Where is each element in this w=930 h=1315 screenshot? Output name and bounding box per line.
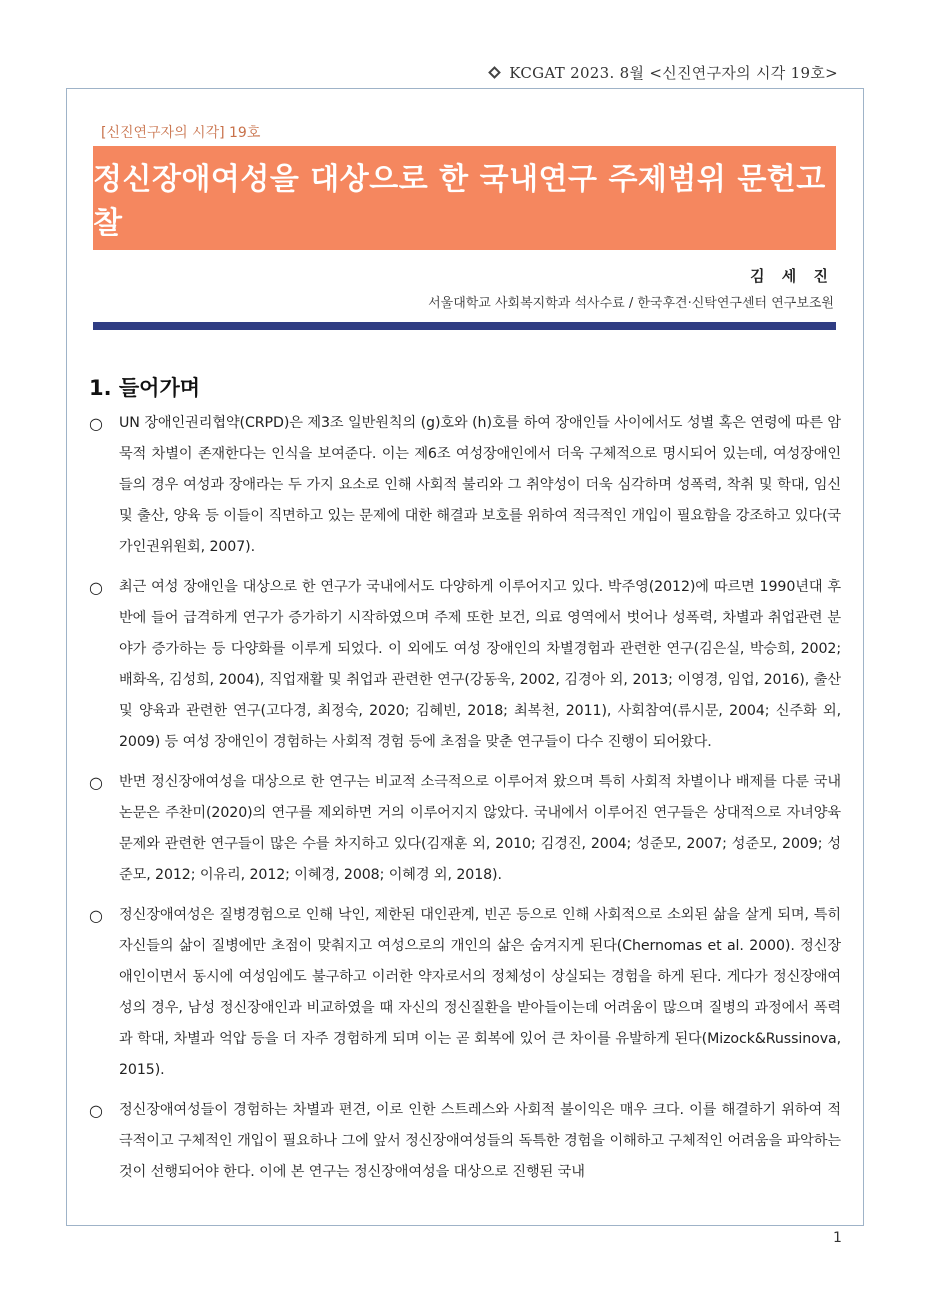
title-divider (93, 322, 836, 330)
author-affiliation: 서울대학교 사회복지학과 석사수료 / 한국후견·신탁연구센터 연구보조원 (428, 296, 834, 311)
bullet-circle-icon: ○ (89, 578, 103, 597)
paragraph (89, 572, 841, 758)
diamond-icon (488, 66, 501, 79)
bullet-circle-icon: ○ (89, 906, 103, 925)
series-tag: [신진연구자의 시각] 19호 (101, 125, 261, 141)
paragraph-text: UN 장애인권리협약(CRPD)은 제3조 일반원칙의 (g)호와 (h)호를 하여 장애인들 사이에서도 성별 혹은 연령에 따른 암묵적 차별이 존재한다는 인식을 보여준다. 이는 제6조 여성장애인에서 더욱 구체적으로 명시되어 있는데, 여성장애인들의 경우 여성과 장애라는 두 가지 요소로 인해 사회적 불리와 그 취약성이 더욱 심각하며 성폭력, 착취 및 학대, 임신 및 출산, 양육 등 이들이 직면하고 있는 문제에 대한 해결과 보호를 위하여 적극적인 개입이 필요함을 강조하고 있다(국가인권위원회, 2007). (119, 415, 841, 555)
bullet-circle-icon: ○ (89, 773, 103, 792)
running-header (490, 62, 838, 83)
section-body (89, 408, 841, 1197)
running-title: KCGAT 2023. 8월 <신진연구자의 시각 19호> (509, 64, 838, 82)
section-title: 1. 들어가며 (89, 376, 201, 400)
page-number: 1 (833, 1230, 842, 1246)
bullet-circle-icon: ○ (89, 1101, 103, 1120)
author-name: 김 세 진 (750, 267, 834, 285)
article-title: 정신장애여성을 대상으로 한 국내연구 주제범위 문헌고찰 (93, 162, 826, 241)
paragraph (89, 767, 841, 891)
paragraph-text: 정신장애여성은 질병경험으로 인해 낙인, 제한된 대인관계, 빈곤 등으로 인해 사회적으로 소외된 삶을 살게 되며, 특히 자신들의 삶이 질병에만 초점이 맞춰지고 여성으로의 개인의 삶은 숨겨지게 된다(Chernomas et al. 2000). 정신장애인이면서 동시에 여성임에도 불구하고 이러한 약자로서의 정체성이 상실되는 경험을 하게 된다. 게다가 정신장애여성의 경우, 남성 정신장애인과 비교하였을 때 자신의 정신질환을 받아들이는데 어려움이 많으며 질병의 과정에서 폭력과 학대, 차별과 억압 등을 더 자주 경험하게 되며 이는 곧 회복에 있어 큰 차이를 유발하게 된다(Mizock&Russinova, 2015). (119, 907, 841, 1078)
paragraph-text: 정신장애여성들이 경험하는 차별과 편견, 이로 인한 스트레스와 사회적 불이익은 매우 크다. 이를 해결하기 위하여 적극적이고 구체적인 개입이 필요하나 그에 앞서 정신장애여성들의 독특한 경험을 이해하고 구체적인 어려움을 파악하는 것이 선행되어야 한다. 이에 본 연구는 정신장애여성을 대상으로 진행된 국내 (119, 1102, 841, 1180)
bullet-circle-icon: ○ (89, 414, 103, 433)
title-banner (93, 146, 836, 250)
paragraph-text: 반면 정신장애여성을 대상으로 한 연구는 비교적 소극적으로 이루어져 왔으며 특히 사회적 차별이나 배제를 다룬 국내 논문은 주찬미(2020)의 연구를 제외하면 거의 이루어지지 않았다. 국내에서 이루어진 연구들은 상대적으로 자녀양육 문제와 관련한 연구들이 많은 수를 차지하고 있다(김재훈 외, 2010; 김경진, 2004; 성준모, 2007; 성준모, 2009; 성준모, 2012; 이유리, 2012; 이혜경, 2008; 이혜경 외, 2018). (119, 774, 841, 883)
paragraph (89, 1095, 841, 1188)
paragraph-text: 최근 여성 장애인을 대상으로 한 연구가 국내에서도 다양하게 이루어지고 있다. 박주영(2012)에 따르면 1990년대 후반에 들어 급격하게 연구가 증가하기 시작하였으며 주제 또한 보건, 의료 영역에서 벗어나 성폭력, 차별과 취업관련 분야가 증가하는 등 다양화를 이루게 되었다. 이 외에도 여성 장애인의 차별경험과 관련한 연구(김은실, 박승희, 2002; 배화옥, 김성희, 2004), 직업재활 및 취업과 관련한 연구(강동욱, 2002, 김경아 외, 2013; 이영경, 임업, 2016), 출산 및 양육과 관련한 연구(고다경, 최정숙, 2020; 김혜빈, 2018; 최복천, 2011), 사회참여(류시문, 2004; 신주화 외, 2009) 등 여성 장애인이 경험하는 사회적 경험 등에 초점을 맞춘 연구들이 다수 진행이 되어왔다. (119, 579, 841, 750)
paragraph (89, 408, 841, 563)
paragraph (89, 900, 841, 1086)
